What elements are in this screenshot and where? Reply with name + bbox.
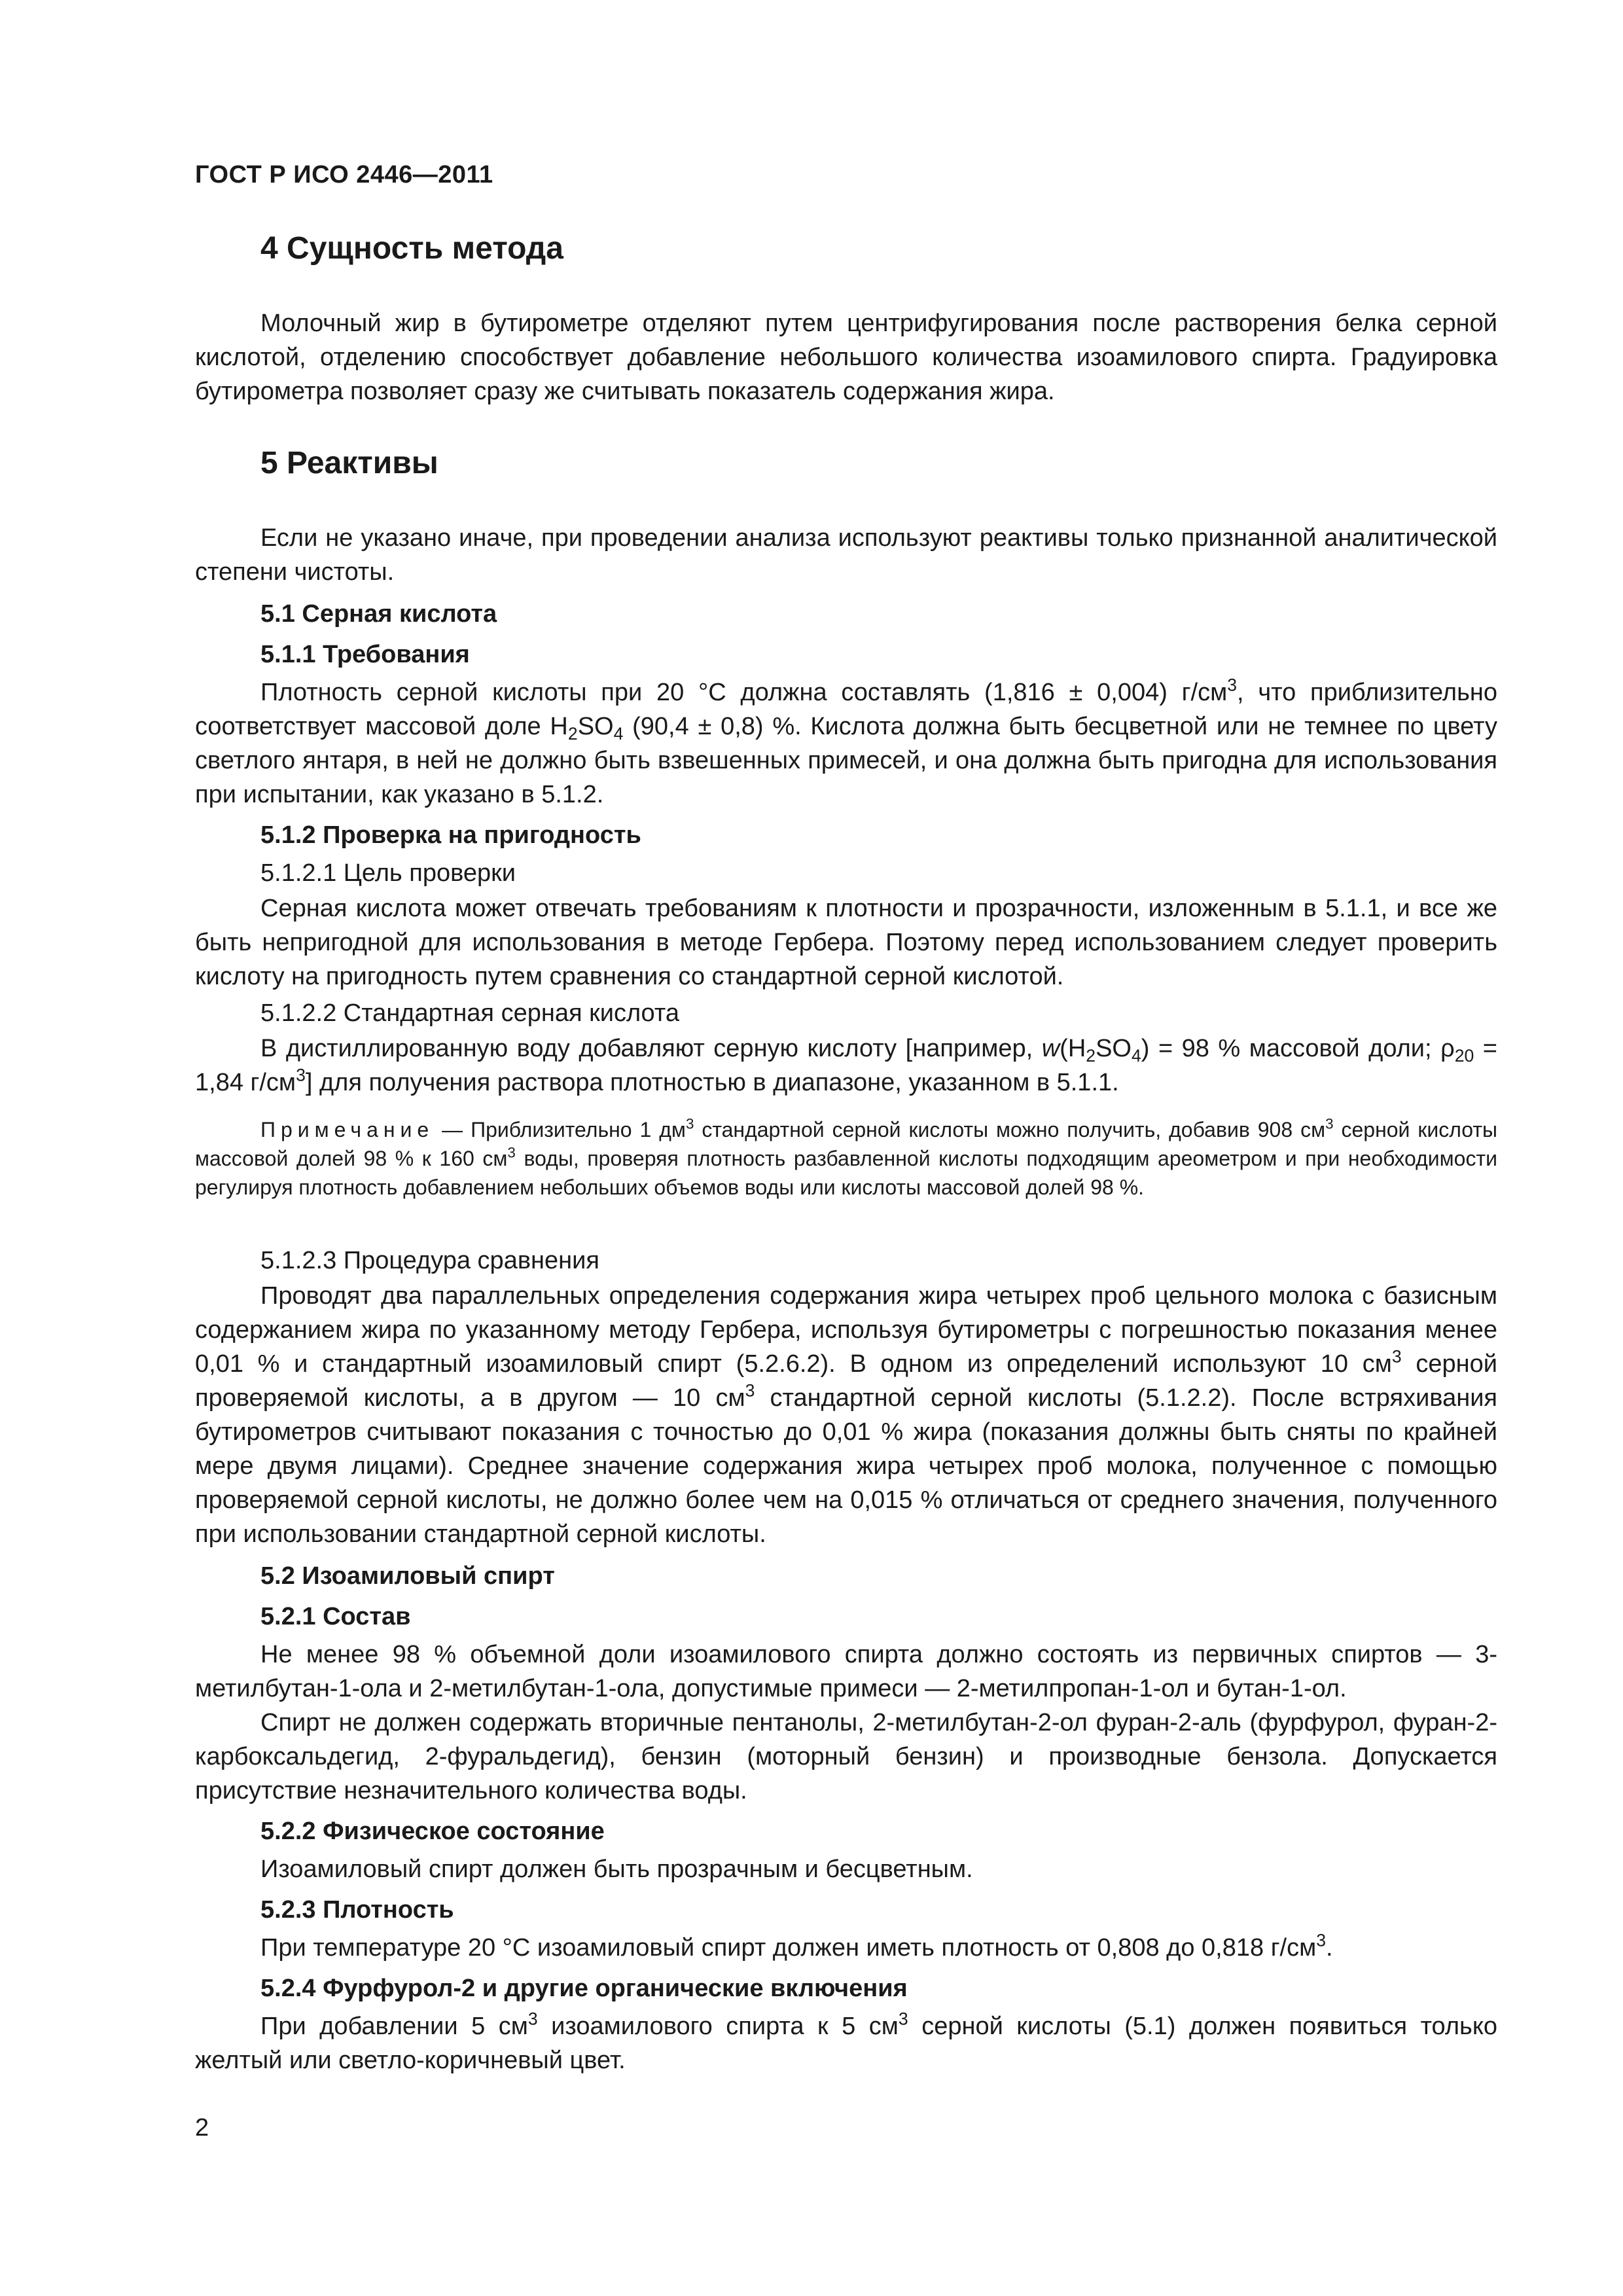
- section-5-intro-paragraph: Если не указано иначе, при проведении анализа используют реактивы только признанной аналитической степени чистоты.: [195, 524, 1497, 586]
- section-5-1-title: 5.1 Серная кислота: [260, 600, 497, 628]
- standard-acid-paragraph: В дистиллированную воду добавляют серную кислоту [например, $w(H_2SO_4) = 98$ % массовой доли; $\rho_{20} = 1,84$ $г/см^3$] для получения раствора плотностью в диапазоне, указанном в 5.1.1.: [195, 1035, 1497, 1096]
- section-5-2-title: 5.2 Изоамиловый спирт: [260, 1562, 555, 1590]
- section-5-1-2-1-title: 5.1.2.1 Цель проверки: [260, 859, 516, 887]
- comparison-procedure-paragraph: Проводят два параллельных определения содержания жира четырех проб цельного молока с базисным содержанием жира по указанному методу Гербера, используя бутирометры с погрешностью показания менее 0,01 % и стандартный изоамиловый спирт (5.2.6.2). В одном из определений используют 10 $см^3$ серной проверяемой кислоты, а в другом — 10 $см^3$ стандартной серной кислоты (5.1.2.2). После встряхивания бутирометров считывают показания с точностью до 0,01 % жира (показания должны быть сняты по крайней мере двумя лицами). Среднее значение содержания жира четырех проб молока, полученное с помощью проверяемой серной кислоты, не должно более чем на 0,015 % отличаться от среднего значения, полученного при использовании стандартной серной кислоты.: [195, 1282, 1497, 1548]
- section-5-title: 5 Реактивы: [260, 446, 438, 480]
- document-body: [195, 223, 1497, 2077]
- density-paragraph: При температуре 20 °C изоамиловый спирт должен иметь плотность от 0,808 до 0,818 $г/см^3$.: [260, 1930, 1333, 1962]
- section-5-2-2-title: 5.2.2 Физическое состояние: [260, 1818, 605, 1845]
- section-5-1-1-title: 5.1.1 Требования: [260, 641, 470, 668]
- physical-state-paragraph: Изоамиловый спирт должен быть прозрачным и бесцветным.: [260, 1856, 973, 1883]
- section-5-2-4-title: 5.2.4 Фурфурол-2 и другие органические включения: [260, 1975, 908, 2002]
- requirements-paragraph: Плотность серной кислоты при 20 °C должна составлять (1,816 ± 0,004) $г/см^3$, что приблизительно соответствует массовой доле $H_2SO_4$ (90,4 ± 0,8) %. Кислота должна быть бесцветной или не темнее по цвету светлого янтаря, в ней не должно быть взвешенных примесей, и она должна быть пригодна для использования при испытании, как указано в 5.1.2.: [195, 675, 1497, 808]
- note-paragraph: Примечание — Приблизительно 1 $дм^3$ стандартной серной кислоты можно получить, добавив 908 $см^3$ серной кислоты массовой долей 98 % к 160 $см^3$ воды, проверяя плотность разбавленной кислоты подходящим ареометром и при необходимости регулируя плотность добавлением небольших объемов воды или кислоты массовой долей 98 %.: [195, 1115, 1498, 1199]
- section-4-paragraph: Молочный жир в бутирометре отделяют путем центрифугирования после растворения белка серной кислотой, отделению способствует добавление небольшого количества изоамилового спирта. Градуировка бутирометра позволяет сразу же считывать показатель содержания жира.: [195, 310, 1497, 405]
- section-5-1-2-title: 5.1.2 Проверка на пригодность: [260, 821, 641, 849]
- section-4-title: 4 Сущность метода: [260, 231, 563, 266]
- section-5-2-3-title: 5.2.3 Плотность: [260, 1896, 454, 1924]
- purpose-paragraph: Серная кислота может отвечать требованиям к плотности и прозрачности, изложенным в 5.1.1, и все же быть непригодной для использования в методе Гербера. Поэтому перед использованием следует проверить кислоту на пригодность путем сравнения со стандартной серной кислотой.: [195, 895, 1497, 990]
- composition-paragraph-1: Не менее 98 % объемной доли изоамилового спирта должно состоять из первичных спиртов — 3-метилбутан-1-ола и 2-метилбутан-1-ола, допустимые примеси — 2-метилпропан-1-ол и бутан-1-ол.: [195, 1641, 1497, 1702]
- note-label: Примечание: [260, 1118, 435, 1141]
- section-5-2-1-title: 5.2.1 Состав: [260, 1603, 411, 1630]
- document-code-header: ГОСТ Р ИСО 2446—2011: [195, 161, 493, 188]
- composition-paragraph-2: Спирт не должен содержать вторичные пентанолы, 2-метилбутан-2-ол фуран-2-аль (фурфурол, фуран-2-карбоксальдегид, 2-фуральдегид), бензин (моторный бензин) и производные бензола. Допускается присутствие незначительного количества воды.: [195, 1709, 1497, 1804]
- section-5-1-2-3-title: 5.1.2.3 Процедура сравнения: [260, 1247, 599, 1274]
- page-number: 2: [195, 2114, 209, 2142]
- section-5-1-2-2-title: 5.1.2.2 Стандартная серная кислота: [260, 999, 679, 1027]
- furfural-paragraph: При добавлении 5 $см^3$ изоамилового спирта к 5 $см^3$ серной кислоты (5.1) должен появиться только желтый или светло-коричневый цвет.: [195, 2009, 1498, 2074]
